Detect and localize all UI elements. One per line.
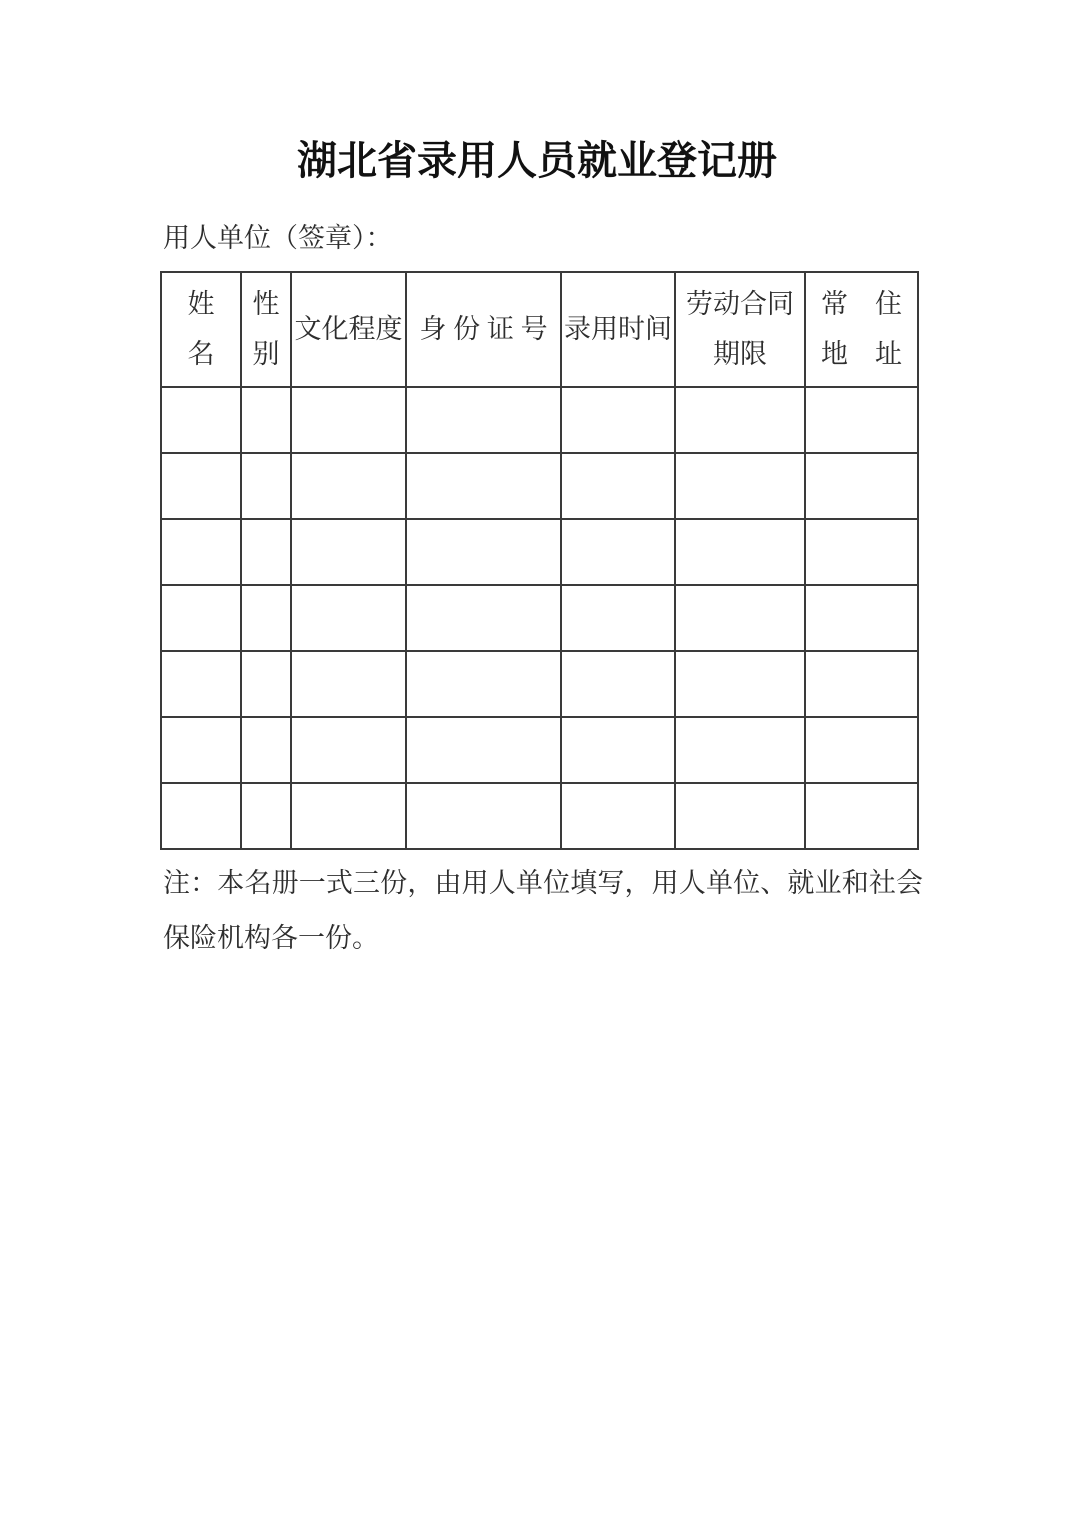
table-body (161, 387, 918, 849)
table-cell-name[interactable] (161, 783, 241, 849)
table-cell-permanent-address[interactable] (805, 717, 918, 783)
column-header-text (409, 315, 558, 345)
table-row (161, 519, 918, 585)
table-cell-id-card-number[interactable] (406, 585, 561, 651)
column-header-hire-date (561, 272, 675, 387)
table-cell-education-level[interactable] (291, 585, 406, 651)
table-row (161, 651, 918, 717)
table-cell-permanent-address[interactable] (805, 387, 918, 453)
column-header-education-level (291, 272, 406, 387)
table-cell-hire-date[interactable] (561, 519, 675, 585)
column-header-labor-contract-term (675, 272, 805, 387)
table-row (161, 387, 918, 453)
table-cell-gender[interactable] (241, 519, 291, 585)
table-cell-name[interactable] (161, 387, 241, 453)
column-header-line: 别 (252, 338, 280, 369)
table-cell-name[interactable] (161, 651, 241, 717)
table-cell-hire-date[interactable] (561, 651, 675, 717)
column-header-line: 劳动合同 (686, 288, 794, 319)
table-cell-id-card-number[interactable] (406, 519, 561, 585)
table-cell-gender[interactable] (241, 585, 291, 651)
note-text: 注：本名册一式三份，由用人单位填写，用人单位、就业和社会保险机构各一份。 (163, 868, 923, 953)
column-header-id-card-number (406, 272, 561, 387)
table-cell-name[interactable] (161, 453, 241, 519)
table-cell-labor-contract-term[interactable] (675, 519, 805, 585)
table-cell-id-card-number[interactable] (406, 453, 561, 519)
table-cell-permanent-address[interactable] (805, 519, 918, 585)
table-cell-permanent-address[interactable] (805, 651, 918, 717)
table-cell-labor-contract-term[interactable] (675, 651, 805, 717)
table-cell-hire-date[interactable] (561, 585, 675, 651)
table-cell-gender[interactable] (241, 387, 291, 453)
column-header-line: 录用时间 (564, 313, 672, 344)
column-header-text (294, 315, 403, 345)
column-header-line: 姓 (187, 288, 215, 319)
column-header-name (161, 272, 241, 387)
column-header-line: 期限 (713, 338, 767, 369)
table-cell-hire-date[interactable] (561, 717, 675, 783)
table-cell-education-level[interactable] (291, 717, 406, 783)
table-cell-labor-contract-term[interactable] (675, 783, 805, 849)
table-cell-permanent-address[interactable] (805, 783, 918, 849)
table-cell-name[interactable] (161, 585, 241, 651)
table-cell-gender[interactable] (241, 783, 291, 849)
table-cell-gender[interactable] (241, 717, 291, 783)
table-cell-id-card-number[interactable] (406, 387, 561, 453)
table-cell-education-level[interactable] (291, 519, 406, 585)
table-row (161, 783, 918, 849)
table-cell-name[interactable] (161, 519, 241, 585)
table-cell-gender[interactable] (241, 453, 291, 519)
document-title: 湖北省录用人员就业登记册 (297, 139, 777, 183)
table-cell-permanent-address[interactable] (805, 453, 918, 519)
table-row (161, 453, 918, 519)
column-header-text (564, 315, 672, 345)
column-header-line: 地 址 (821, 338, 902, 369)
table-cell-labor-contract-term[interactable] (675, 717, 805, 783)
table-cell-labor-contract-term[interactable] (675, 585, 805, 651)
column-header-text (244, 290, 288, 369)
table-cell-education-level[interactable] (291, 651, 406, 717)
table-cell-id-card-number[interactable] (406, 651, 561, 717)
column-header-text (164, 290, 238, 369)
column-header-line: 文化程度 (294, 313, 403, 344)
table-cell-labor-contract-term[interactable] (675, 453, 805, 519)
column-header-line: 身 份 证 号 (419, 313, 548, 344)
column-header-line: 性 (252, 288, 280, 319)
table-row (161, 585, 918, 651)
table-cell-education-level[interactable] (291, 453, 406, 519)
column-header-permanent-address (805, 272, 918, 387)
table-cell-education-level[interactable] (291, 783, 406, 849)
table-cell-hire-date[interactable] (561, 453, 675, 519)
table-cell-id-card-number[interactable] (406, 717, 561, 783)
table-cell-labor-contract-term[interactable] (675, 387, 805, 453)
table-header-row (161, 272, 918, 387)
registration-table (160, 271, 919, 850)
column-header-line: 名 (187, 338, 215, 369)
table-cell-gender[interactable] (241, 651, 291, 717)
table-cell-permanent-address[interactable] (805, 585, 918, 651)
table-row (161, 717, 918, 783)
table-cell-id-card-number[interactable] (406, 783, 561, 849)
column-header-text (678, 290, 802, 369)
column-header-text (808, 290, 915, 369)
column-header-line: 常 住 (821, 288, 902, 319)
table-cell-education-level[interactable] (291, 387, 406, 453)
table-cell-hire-date[interactable] (561, 387, 675, 453)
employer-signature-label: 用人单位（签章）： (163, 223, 393, 253)
column-header-gender (241, 272, 291, 387)
table-cell-hire-date[interactable] (561, 783, 675, 849)
table-cell-name[interactable] (161, 717, 241, 783)
